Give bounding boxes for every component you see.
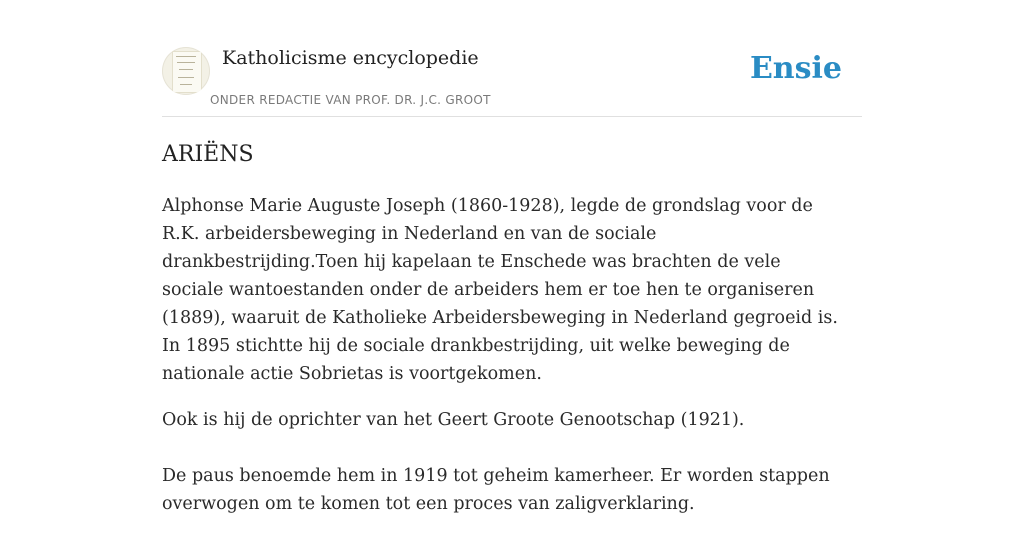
book-cover-icon[interactable] [162,47,210,95]
site-header [162,0,862,117]
cover-line [176,56,196,57]
ensie-logo-link[interactable]: Ensie [749,51,842,86]
page [162,0,862,514]
article-title: ARIËNS [162,142,254,167]
cover-line [178,77,194,78]
article-body [162,192,842,536]
encyclopedia-title-link[interactable]: Katholicisme encyclopedie [222,47,479,69]
article-paragraph: De paus benoemde hem in 1919 tot geheim kamerheer. Er worden stappen overwogen om te komen tot een proces van zaligverklaring. [162,466,830,514]
cover-line [179,69,193,70]
book-cover-page [172,51,202,93]
encyclopedia-editor: ONDER REDACTIE VAN PROF. DR. J.C. GROOT [210,93,491,107]
cover-line [177,62,195,63]
article-paragraph: Ook is hij de oprichter van het Geert Groote Genootschap (1921). [162,410,745,430]
article-paragraph: Alphonse Marie Auguste Joseph (1860-1928), legde de grondslag voor de R.K. arbeidersbeweging in Nederland en van de sociale drankbestrijding.Toen hij kapelaan te Enschede was brachten de vele sociale wantoestanden onder de arbeiders hem er toe hen te organiseren (1889), waaruit de Katholieke Arbeidersbeweging in Nederland gegroeid is. In 1895 stichtte hij de sociale drankbestrijding, uit welke beweging de nationale actie Sobrietas is voortgekomen. [162,196,838,384]
cover-line [180,84,192,85]
